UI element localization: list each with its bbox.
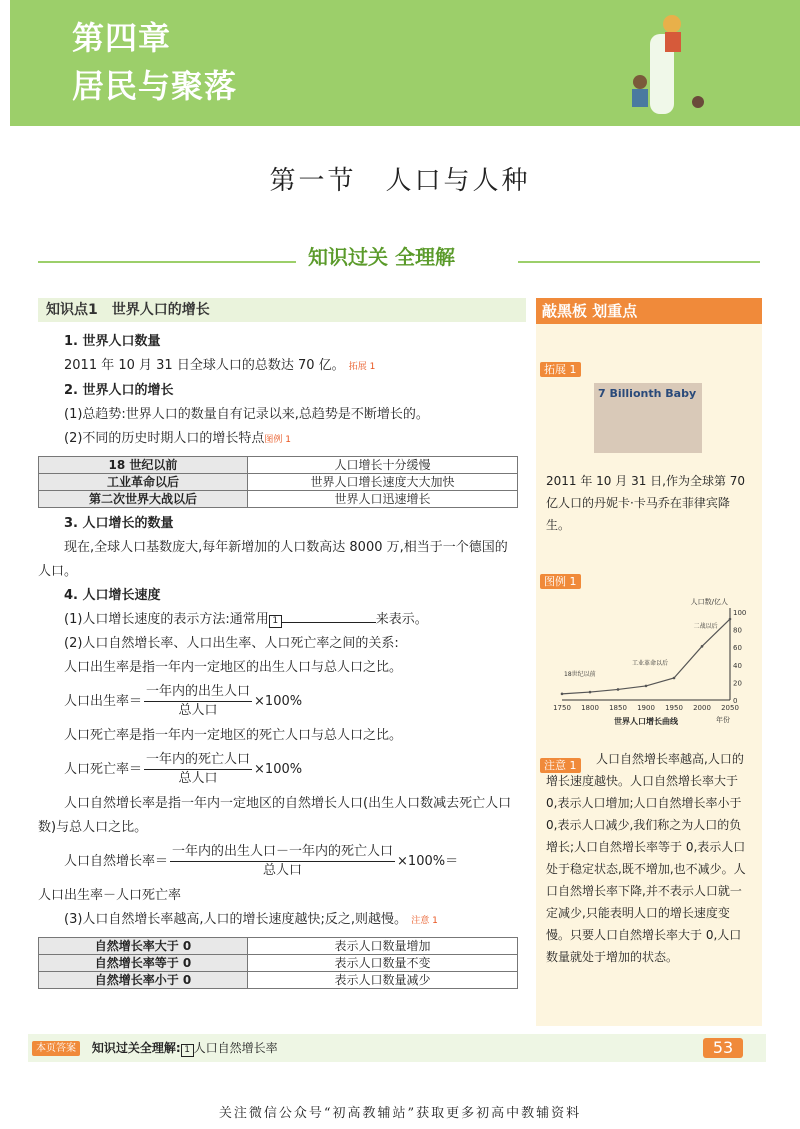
main-content bbox=[38, 330, 518, 993]
table-row bbox=[39, 972, 518, 989]
blank-number: 1 bbox=[269, 615, 282, 628]
rate-table bbox=[38, 937, 518, 989]
s1-ref: 拓展 1 bbox=[348, 362, 376, 372]
table-cell: 表示人口数量减少 bbox=[248, 972, 518, 989]
population-chart bbox=[540, 588, 758, 728]
y-axis-label: 人口数/亿人 bbox=[690, 598, 728, 606]
data-point bbox=[617, 688, 620, 691]
photo-caption: 7 Billionth Baby bbox=[598, 387, 697, 400]
table-cell: 第二次世界大战以后 bbox=[39, 491, 248, 508]
chapter-number: 第四章 bbox=[72, 19, 172, 57]
answer-label: 本页答案 bbox=[32, 1041, 80, 1056]
denominator: 总人口 bbox=[178, 703, 218, 718]
eq-lhs: 人口死亡率＝ bbox=[64, 762, 143, 777]
page-number: 53 bbox=[703, 1038, 743, 1058]
eq-tail: ×100%＝ bbox=[397, 854, 459, 869]
answer-prefix: 知识过关全理解: bbox=[91, 1041, 181, 1055]
table-cell: 工业革命以后 bbox=[39, 474, 248, 491]
x-tick-label: 1950 bbox=[665, 704, 683, 712]
x-tick-label: 2000 bbox=[693, 704, 711, 712]
s4-ref: 注意 1 bbox=[411, 916, 438, 926]
chapter-header bbox=[10, 0, 800, 126]
numerator: 一年内的出生人口－一年内的死亡人口 bbox=[170, 843, 395, 862]
numerator: 一年内的死亡人口 bbox=[144, 751, 252, 770]
knowledge-point-title: 知识点1 世界人口的增长 bbox=[38, 298, 526, 322]
def1: 人口出生率是指一年内一定地区的出生人口与总人口之比。 bbox=[64, 660, 403, 675]
table-cell: 表示人口数量增加 bbox=[248, 938, 518, 955]
sidebar-notes bbox=[536, 298, 762, 1026]
y-tick-label: 20 bbox=[733, 679, 742, 688]
y-tick-label: 100 bbox=[733, 609, 747, 617]
s2-p2: (2)不同的历史时期人口的增长特点 bbox=[64, 431, 265, 446]
def2: 人口死亡率是指一年内一定地区的死亡人口与总人口之比。 bbox=[64, 728, 403, 743]
s4-p3: (3)人口自然增长率越高,人口的增长速度越快;反之,则越慢。 bbox=[64, 912, 408, 927]
data-point bbox=[701, 645, 704, 648]
band-line-left bbox=[38, 261, 296, 263]
x-tick-label: 1800 bbox=[581, 704, 599, 712]
equation-birth-rate bbox=[64, 680, 518, 724]
table-cell: 世界人口迅速增长 bbox=[248, 491, 518, 508]
tag-figure bbox=[540, 570, 581, 589]
table-row bbox=[39, 938, 518, 955]
table-cell: 自然增长率大于 0 bbox=[39, 938, 248, 955]
table-row bbox=[39, 491, 518, 508]
tag-label: 拓展 1 bbox=[540, 362, 581, 377]
table-row bbox=[39, 474, 518, 491]
band-line-right bbox=[518, 261, 760, 263]
s3-heading: 3. 人口增长的数量 bbox=[64, 516, 174, 531]
section-title: 第一节 人口与人种 bbox=[269, 166, 531, 196]
s1-body: 2011 年 10 月 31 日全球人口的总数达 70 亿。 bbox=[64, 358, 345, 373]
s2-ref: 图例 1 bbox=[264, 435, 292, 445]
data-point bbox=[561, 693, 564, 696]
tag-expand bbox=[540, 358, 581, 377]
decorative-figure-icon bbox=[610, 4, 720, 126]
s4-p1b: 来表示。 bbox=[375, 612, 428, 627]
series-line bbox=[562, 619, 730, 694]
table-cell: 18 世纪以前 bbox=[39, 457, 248, 474]
baby-photo bbox=[594, 383, 702, 453]
fraction bbox=[144, 683, 252, 720]
tag-label: 图例 1 bbox=[540, 574, 581, 589]
answer-number: 1 bbox=[181, 1044, 194, 1057]
sidebar-header: 敲黑板 划重点 bbox=[536, 298, 762, 324]
x-tick-label: 1900 bbox=[637, 704, 655, 712]
table-cell: 人口增长十分缓慢 bbox=[248, 457, 518, 474]
x-tick-label: 1850 bbox=[609, 704, 627, 712]
equation-natural-rate bbox=[64, 840, 518, 884]
eq3-continuation: 人口出生率－人口死亡率 bbox=[38, 888, 182, 903]
expand-text: 2011 年 10 月 31 日,作为全球第 70 亿人口的丹妮卡·卡马乔在菲律宾降生。 bbox=[546, 474, 746, 532]
s2-p1: (1)总趋势:世界人口的数量自有记录以来,总趋势是不断增长的。 bbox=[64, 407, 429, 422]
denominator: 总人口 bbox=[178, 771, 218, 786]
denominator: 总人口 bbox=[263, 863, 303, 878]
s4-p2: (2)人口自然增长率、人口出生率、人口死亡率之间的关系: bbox=[64, 636, 399, 651]
eq-tail: ×100% bbox=[254, 694, 303, 709]
fill-blank bbox=[282, 608, 376, 623]
table-row bbox=[39, 955, 518, 972]
x-tick-label: 2050 bbox=[721, 704, 739, 712]
eq-lhs: 人口自然增长率＝ bbox=[64, 854, 169, 869]
numerator: 一年内的出生人口 bbox=[144, 683, 252, 702]
section-band bbox=[38, 237, 760, 271]
equation-death-rate bbox=[64, 748, 518, 792]
chapter-title: 居民与聚落 bbox=[72, 67, 238, 105]
history-table bbox=[38, 456, 518, 508]
annotation-label: 工业革命以后 bbox=[632, 659, 669, 667]
chart-title: 世界人口增长曲线 bbox=[614, 717, 678, 726]
note-text: 人口自然增长率越高,人口的增长速度越快。人口自然增长率大于 0,表示人口增加;人口自然增长率小于 0,表示人口减少,我们称之为人口的负增长;人口自然增长率等于 0,表示人口处于稳定状态,既不增加,也不减少。人口自然增长率下降,并不表示人口就一定减少,只能表明人口的增长速度变慢。只要人口自然增长率大于 0,人口数量就处于增加的状态。 bbox=[546, 752, 746, 964]
annotation-label: 18世纪以前 bbox=[564, 670, 596, 678]
table-row bbox=[39, 457, 518, 474]
s4-p3-line bbox=[64, 908, 518, 933]
eq-lhs: 人口出生率＝ bbox=[64, 694, 143, 709]
s2-p2-line bbox=[64, 427, 518, 452]
data-point bbox=[645, 685, 648, 688]
annotation-label: 二战以后 bbox=[693, 622, 718, 630]
x-tick-label: 1750 bbox=[553, 704, 571, 712]
table-cell: 表示人口数量不变 bbox=[248, 955, 518, 972]
s1-text bbox=[64, 354, 518, 379]
s4-heading: 4. 人口增长速度 bbox=[64, 588, 161, 603]
s4-p1 bbox=[64, 608, 518, 632]
table-cell: 世界人口增长速度大大加快 bbox=[248, 474, 518, 491]
fraction bbox=[170, 843, 395, 880]
y-tick-label: 60 bbox=[733, 644, 742, 653]
fraction bbox=[144, 751, 252, 788]
data-point bbox=[729, 618, 732, 621]
data-point bbox=[589, 691, 592, 694]
tag-label: 注意 1 bbox=[540, 758, 581, 773]
y-tick-label: 80 bbox=[733, 626, 742, 635]
y-tick-label: 40 bbox=[733, 661, 742, 670]
table-cell: 自然增长率小于 0 bbox=[39, 972, 248, 989]
band-title: 知识过关 全理解 bbox=[308, 245, 455, 269]
data-point bbox=[673, 677, 676, 680]
answer-text: 人口自然增长率 bbox=[193, 1041, 278, 1055]
footer-note: 关注微信公众号“初高教辅站”获取更多初高中教辅资料 bbox=[218, 1106, 582, 1121]
table-cell: 自然增长率等于 0 bbox=[39, 955, 248, 972]
eq-tail: ×100% bbox=[254, 762, 303, 777]
answer-bar bbox=[28, 1034, 766, 1062]
def3: 人口自然增长率是指一年内一定地区的自然增长人口(出生人口数减去死亡人口数)与总人口之比。 bbox=[38, 796, 512, 835]
s2-heading: 2. 世界人口的增长 bbox=[64, 383, 174, 398]
x-axis-label: 年份 bbox=[716, 716, 730, 724]
y-tick-label: 0 bbox=[733, 697, 738, 705]
s3-text: 现在,全球人口基数庞大,每年新增加的人口数高达 8000 万,相当于一个德国的人口。 bbox=[38, 540, 508, 579]
s1-heading: 1. 世界人口数量 bbox=[64, 334, 161, 349]
s4-p1a: (1)人口增长速度的表示方法:通常用 bbox=[64, 612, 269, 627]
